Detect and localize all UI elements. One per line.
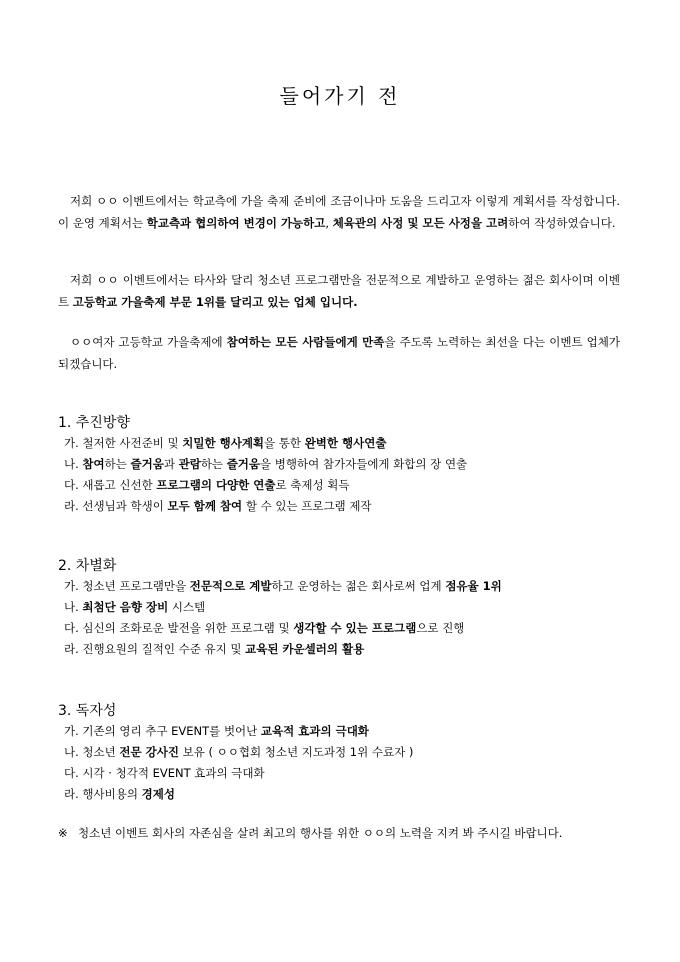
list-item: 가. 청소년 프로그램만을 전문적으로 계발하고 운영하는 젊은 회사로써 업계 점유율 1위: [64, 579, 502, 593]
section-heading-uniqueness: 3. 독자성: [58, 703, 117, 719]
list-item: 가. 기존의 영리 추구 EVENT를 벗어난 교육적 효과의 극대화: [64, 724, 369, 738]
closing-note-text: 청소년 이벤트 회사의 자존심을 살려 최고의 행사를 위한 ㅇㅇ의 노력을 지켜 봐 주시길 바랍니다.: [78, 826, 563, 840]
intro-paragraph-3: [58, 331, 620, 375]
section-heading-direction: 1. 추진방향: [58, 415, 130, 431]
list-item: 다. 심신의 조화로운 발전을 위한 프로그램 및 생각할 수 있는 프로그램으로 진행: [64, 621, 465, 635]
document-title: 들어가기 전: [279, 84, 401, 108]
closing-note: [58, 822, 620, 844]
text-run: ,: [325, 216, 333, 230]
text-run: 을 주도록 노력하는 최선을 다는 이벤트 업체가 되겠습니다.: [58, 335, 620, 371]
section-list-uniqueness: [64, 721, 624, 805]
list-item: 가. 철저한 사전준비 및 치밀한 행사계획을 통한 완벽한 행사연출: [64, 436, 387, 450]
list-item: 다. 시각 · 청각적 EVENT 효과의 극대화: [64, 766, 265, 780]
list-item: 나. 청소년 전문 강사진 보유 ( ㅇㅇ협회 청소년 지도과정 1위 수료자 ): [64, 745, 414, 759]
text-run: 저희 ㅇㅇ 이벤트에서는 타사와 달리 청소년 프로그램만을 전문적으로 계발하고 운영하는 젊은 회사이며 이벤트: [58, 273, 620, 309]
reference-mark-icon: ※: [58, 826, 68, 840]
intro-paragraph-1: [58, 190, 620, 234]
text-run: 저희 ㅇㅇ 이벤트에서는 학교측에 가을 축제 준비에 조금이나마 도움을 드리고자 이렇게 계획서를 작성합니다. 이 운영 계획서는: [58, 194, 620, 230]
intro-paragraph-2: [58, 269, 620, 313]
list-item: 라. 진행요원의 질적인 수준 유지 및 교육된 카운셀러의 활용: [64, 642, 365, 656]
bold-run: 체육관의 사정 및 모든 사정을 고려: [332, 216, 509, 230]
list-item: 나. 참여하는 즐거움과 관람하는 즐거움을 병행하여 참가자들에게 화합의 장 연출: [64, 457, 468, 471]
text-run: 하여 작성하였습니다.: [508, 216, 616, 230]
section-list-differentiation: [64, 576, 624, 660]
list-item: 라. 선생님과 학생이 모두 함께 참여 할 수 있는 프로그램 제작: [64, 499, 372, 513]
bold-run: 학교측과 협의하여 변경이 가능하고: [146, 216, 326, 230]
bold-run: 참여하는 모든 사람들에게 만족: [226, 335, 385, 349]
list-item: 나. 최첨단 음향 장비 시스템: [64, 600, 206, 614]
list-item: 라. 행사비용의 경제성: [64, 787, 175, 801]
text-run: ㅇㅇ여자 고등학교 가을축제에: [70, 335, 227, 349]
section-list-direction: [64, 433, 624, 517]
list-item: 다. 새롭고 신선한 프로그램의 다양한 연출로 축제성 획득: [64, 478, 350, 492]
bold-run: 고등학교 가을축제 부문 1위를 달리고 있는 업체 입니다.: [72, 295, 358, 309]
section-heading-differentiation: 2. 차별화: [58, 558, 117, 574]
